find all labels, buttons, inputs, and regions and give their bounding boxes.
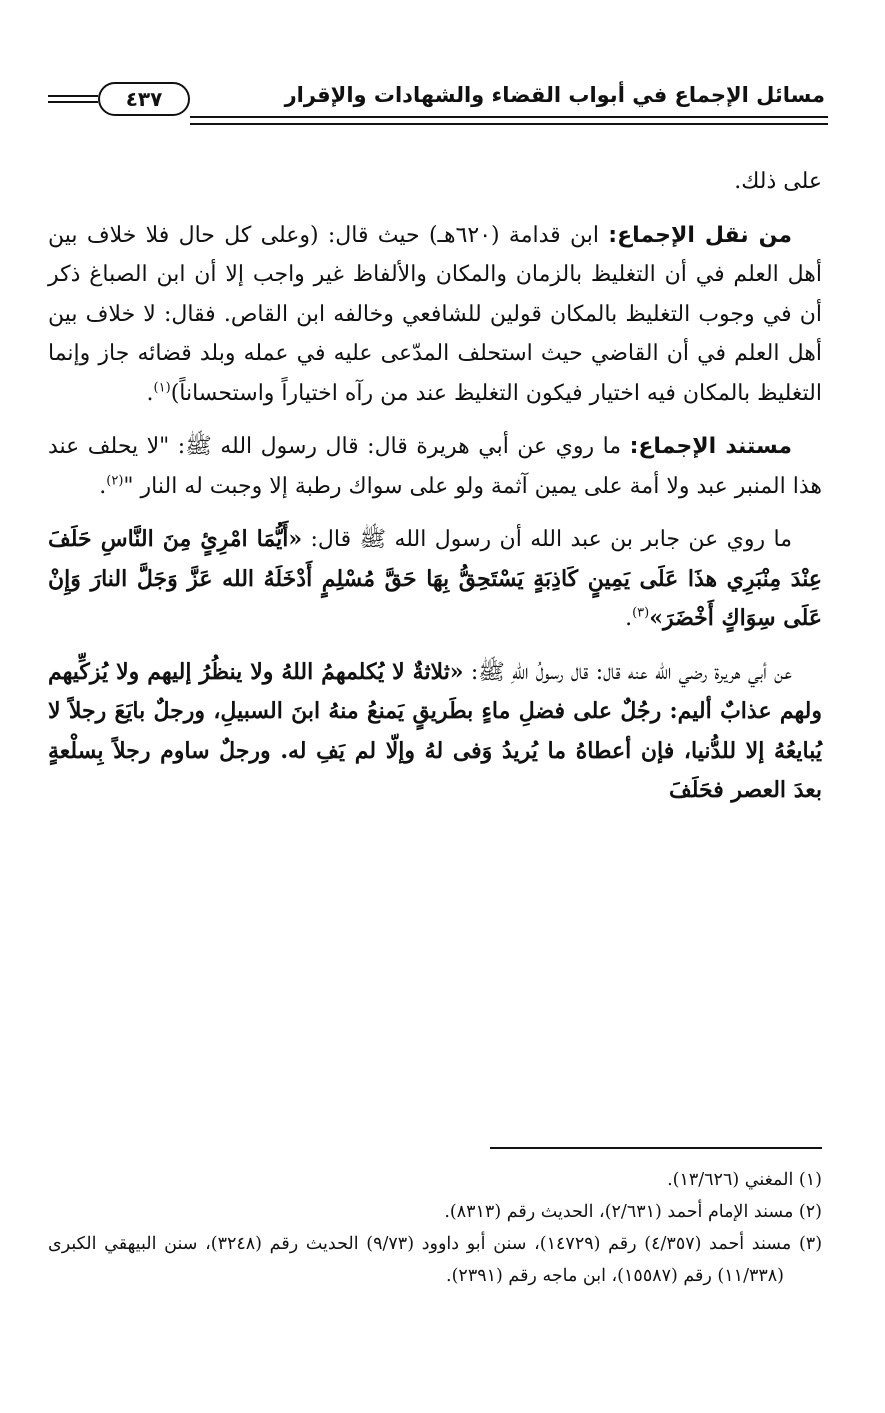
footnote-separator — [490, 1147, 822, 1149]
paragraph-end-punct: . — [625, 606, 633, 631]
footnote-3: (٣) مسند أحمد (٤/٣٥٧) رقم (١٤٧٢٩)، سنن أبو داوود (٩/٧٣) الحديث رقم (٣٢٤٨)، سنن البيهقي الكبرى (١١/٣٣٨) رقم (١٥٥٨٧)، ابن ماجه رقم (٢٣٩١). — [48, 1234, 823, 1286]
footnote-2: (٢) مسند الإمام أحمد (٢/٦٣١)، الحديث رقم (٨٣١٣). — [444, 1202, 822, 1222]
paragraph-consensus-transmission — [48, 216, 822, 414]
abu-hurayra-hadith-text: «ثلاثةٌ لا يُكلمهمُ اللهُ ولا ينظُرُ إليهم ولا يُزكِّيهم ولهم عذابٌ أليم: رجُلٌ على فضلِ ماءٍ بطَريقٍ يَمنعُ منهُ ابنَ السبيلِ، ورجلٌ بايَعَ رجلاً لا يُبايعُهُ إلا للدُّنيا، فإن أعطاهُ ما يُريدُ وَفى لهُ وإلّا لم يَفِ له. ورجلٌ ساوم رجلاً بِسلْعةٍ بعدَ العصر فحَلَفَ — [48, 658, 822, 803]
paragraph-end-punct: . — [146, 380, 154, 406]
footnote-1: (١) المغني (١٣/٦٢٦). — [667, 1170, 822, 1190]
header-double-rule-left — [48, 95, 98, 103]
paragraph-1-text: على ذلك. — [734, 169, 822, 194]
footnotes — [48, 1164, 822, 1292]
consensus-transmission-text: ابن قدامة (٦٢٠هـ) حيث قال: (وعلى كل حال فلا خلاف بين أهل العلم في أن التغليظ بالزمان والمكان والألفاظ غير واجب إلا أن ابن الصباغ ذكر أن في وجوب التغليظ بالمكان قولين للشافعي وخالفه ابن القاص. فقال: لا خلاف بين أهل العلم في أن القاضي حيث استحلف المدّعى عليه في عمله وبلد قضائه جاز وإنما التغليظ بالمكان فيه اختيار فيكون التغليظ عند من رآه اختياراً واستحساناً) — [48, 222, 822, 406]
header-double-rule — [190, 116, 828, 125]
footnote-ref-2: (٢) — [106, 473, 124, 489]
paragraph-jabir-hadith — [48, 520, 822, 639]
consensus-transmission-heading: من نقل الإجماع: — [608, 222, 793, 248]
consensus-basis-heading: مستند الإجماع: — [629, 434, 792, 459]
running-title: مسائل الإجماع في أبواب القضاء والشهادات والإقرار — [284, 83, 825, 107]
footnote-ref-1: (١) — [153, 380, 171, 396]
consensus-basis-text: ما روي عن أبي هريرة قال: قال رسول الله ﷺ: "لا يحلف عند هذا المنبر عبد ولا أمة على يمين آثمة ولو على سواك رطبة إلا وجبت له النار " — [48, 434, 822, 499]
page-number: ٤٣٧ — [98, 82, 190, 116]
paragraph-end-punct: . — [99, 473, 107, 499]
paragraph-abu-hurayra-hadith — [48, 653, 822, 811]
paragraph-consensus-basis — [48, 427, 822, 506]
paragraph-1 — [48, 162, 822, 202]
jabir-intro: ما روي عن جابر بن عبد الله أن رسول الله ﷺ قال: — [310, 527, 792, 552]
jabir-hadith-text: «أَيُّمَا امْرِئٍ مِنَ النَّاسِ حَلَفَ عِنْدَ مِنْبَرِي هذَا عَلَى يَمِينٍ كَاذِبَةٍ يَسْتَحِقُّ بِهَا حَقَّ مُسْلِمٍ أَدْخَلَهُ الله عَزَّ وَجَلَّ النارَ وَإِنْ عَلَى سِوَاكٍ أَخْضَرَ» — [48, 526, 822, 631]
main-text — [48, 162, 822, 825]
abu-hurayra-intro: عن أبي هريرة رضي الله عنه قال: قال رسولُ اللهِ ﷺ: — [470, 659, 793, 685]
footnote-ref-3: (٣) — [632, 605, 650, 621]
